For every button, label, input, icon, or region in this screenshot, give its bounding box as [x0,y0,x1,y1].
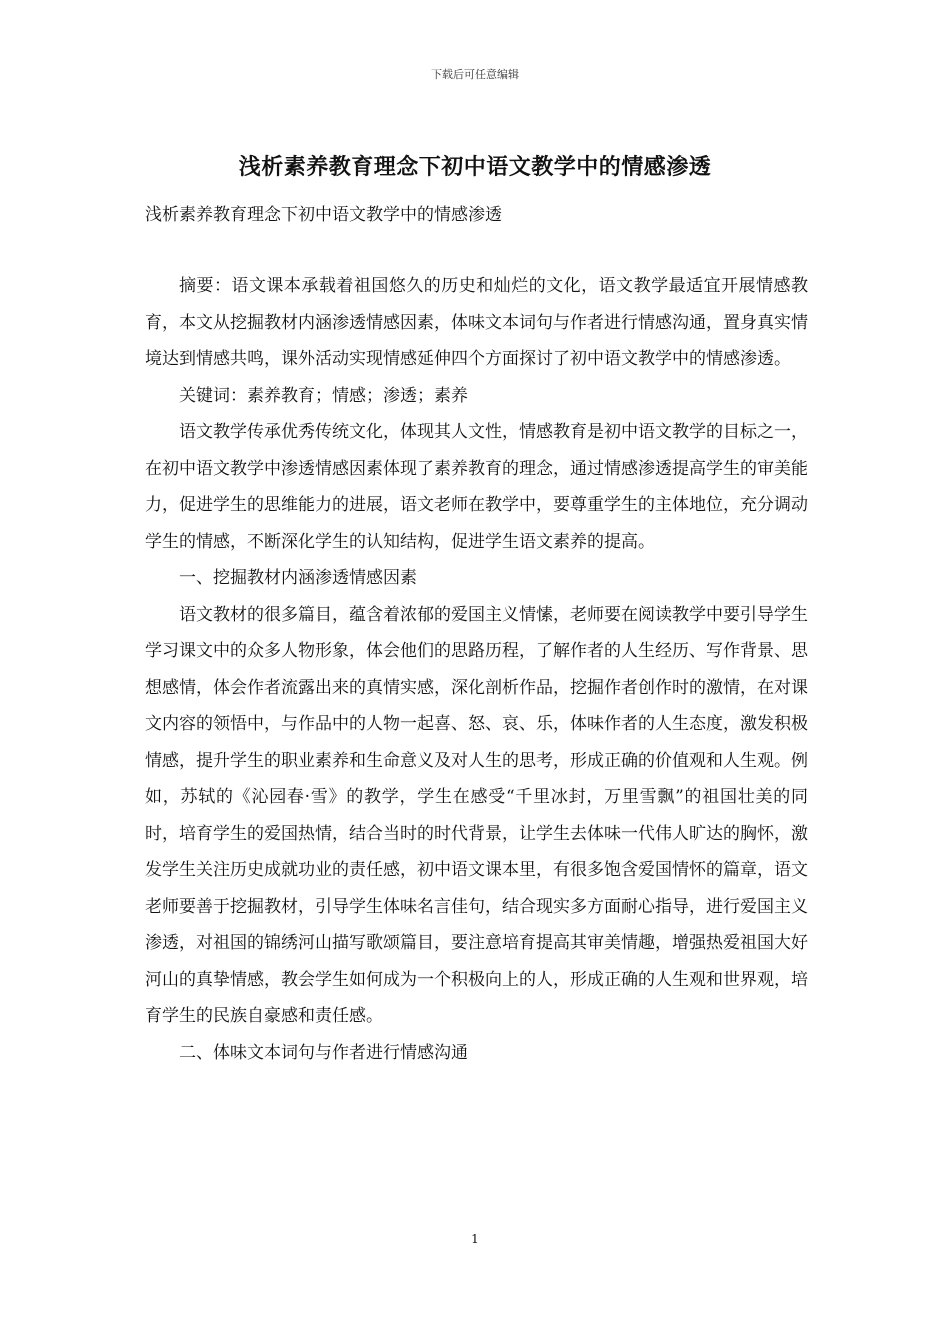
section-heading-1: 一、挖掘教材内涵渗透情感因素 [179,568,417,588]
section-1-paragraph: 语文教材的很多篇目，蕴含着浓郁的爱国主义情愫，老师要在阅读教学中要引导学生学习课文中的众多人物形象，体会他们的思路历程，了解作者的人生经历、写作背景、思想感情，体会作者流露出来的真情实感，深化剖析作品，挖掘作者创作时的激情，在对课文内容的领悟中，与作品中的人物一起喜、怒、哀、乐，体味作者的人生态度，激发积极情感，提升学生的职业素养和生命意义及对人生的思考，形成正确的价值观和人生观。例如，苏轼的《沁园春·雪》的教学，学生在感受“千里冰封，万里雪飘”的祖国壮美的同时，培育学生的爱国热情，结合当时的时代背景，让学生去体味一代伟人旷达的胸怀，激发学生关注历史成就功业的责任感，初中语文课本里，有很多饱含爱国情怀的篇章，语文老师要善于挖掘教材，引导学生体味名言佳句，结合现实多方面耐心指导，进行爱国主义渗透，对祖国的锦绣河山描写歌颂篇目，要注意培育提高其审美情趣，增强热爱祖国大好河山的真挚情感，教会学生如何成为一个积极向上的人，形成正确的人生观和世界观，培育学生的民族自豪感和责任感。 [145,604,808,1026]
keywords-paragraph: 关键词：素养教育；情感；渗透；素养 [179,385,468,406]
page-number: 1 [471,1232,479,1246]
section-heading-2: 二、体味文本词句与作者进行情感沟通 [179,1042,468,1063]
document-body [145,268,808,1071]
document-subtitle: 浅析素养教育理念下初中语文教学中的情感渗透 [145,205,502,225]
abstract-paragraph: 摘要：语文课本承载着祖国悠久的历史和灿烂的文化，语文教学最适宜开展情感教育，本文从挖掘教材内涵渗透情感因素，体味文本词句与作者进行情感沟通，置身真实情境达到情感共鸣，课外活动实现情感延伸四个方面探讨了初中语文教学中的情感渗透。 [145,276,808,369]
header-note: 下载后可任意编辑 [431,68,519,81]
document-title: 浅析素养教育理念下初中语文教学中的情感渗透 [238,154,712,180]
intro-paragraph: 语文教学传承优秀传统文化，体现其人文性，情感教育是初中语文教学的目标之一，在初中语文教学中渗透情感因素体现了素养教育的理念，通过情感渗透提高学生的审美能力，促进学生的思维能力的进展，语文老师在教学中，要尊重学生的主体地位，充分调动学生的情感，不断深化学生的认知结构，促进学生语文素养的提高。 [145,422,808,552]
